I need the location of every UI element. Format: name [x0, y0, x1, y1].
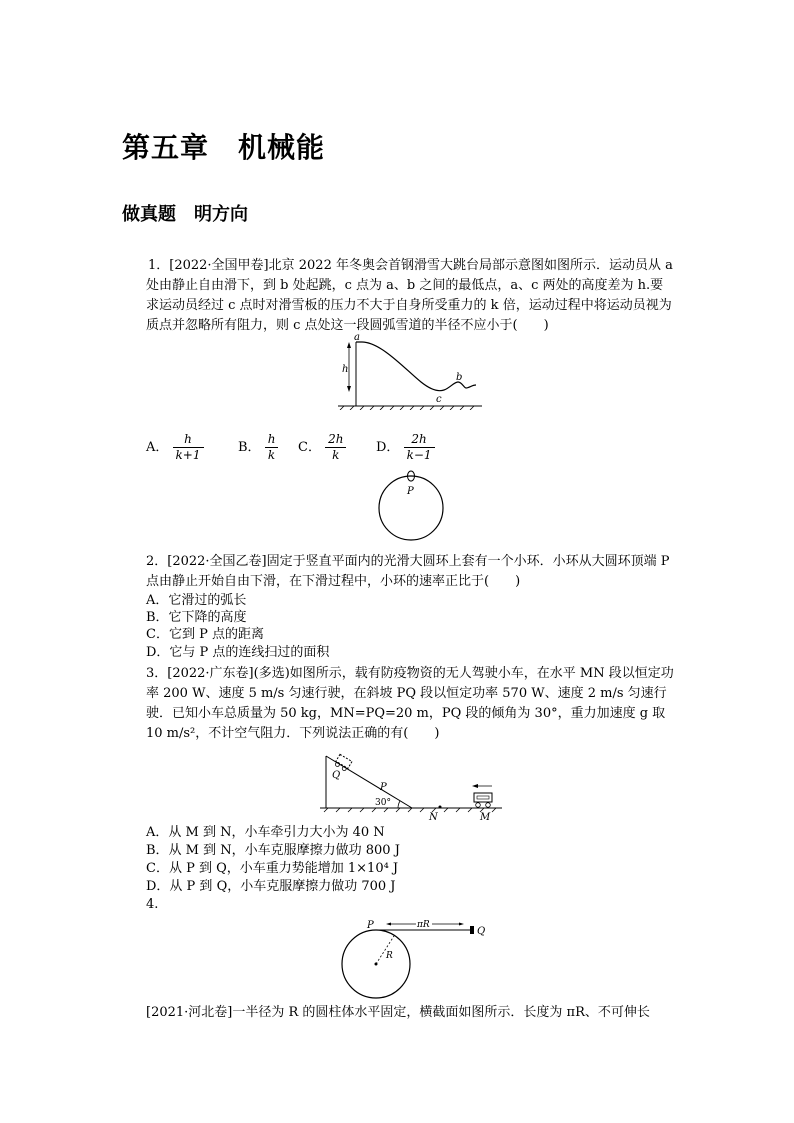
- q1-label-h: h: [342, 364, 349, 375]
- q1-option-b[interactable]: [238, 432, 278, 463]
- q3-ground-hatch: [324, 808, 496, 812]
- q3-cart-on-ground: [474, 793, 492, 807]
- section-title: 做真题 明方向: [122, 204, 248, 225]
- q1-option-c-fraction: [325, 432, 346, 463]
- q3-option-a[interactable]: A．从 M 到 N，小车牵引力大小为 40 N: [146, 825, 385, 840]
- q2-option-b[interactable]: B．它下降的高度: [146, 610, 247, 625]
- q2-option-d[interactable]: D．它与 P 点的连线扫过的面积: [146, 645, 330, 660]
- q1-option-c-label: C．: [298, 440, 321, 455]
- q1-option-a-label: A．: [146, 440, 169, 455]
- q4-label-p: P: [367, 920, 374, 931]
- q1-option-d-den: k−1: [406, 448, 432, 462]
- q1-option-a-den: k+1: [175, 448, 201, 462]
- q1-label-c: c: [436, 394, 442, 405]
- q3-point-n: [439, 806, 442, 809]
- q3-label-q: Q: [332, 770, 341, 781]
- q4-label-q: Q: [477, 926, 486, 937]
- q4-cylinder-figure: [334, 912, 494, 1004]
- q1-label-a: a: [354, 332, 360, 343]
- q1-ski-slope-figure: [336, 330, 486, 410]
- q1-option-b-label: B．: [238, 440, 261, 455]
- q1-ground-hatch: [340, 406, 474, 410]
- q3-angle-arc: [398, 801, 400, 808]
- q1-option-d-num: 2h: [404, 432, 435, 448]
- q3-option-b[interactable]: B．从 M 到 N，小车克服摩擦力做功 800 J: [146, 843, 400, 858]
- q1-option-c-num: 2h: [325, 432, 346, 448]
- q1-label-b: b: [456, 372, 463, 383]
- q1-option-d-label: D．: [376, 440, 400, 455]
- question-1-text: 1．[2022·全国甲卷]北京 2022 年冬奥会首钢滑雪大跳台局部示意图如图所示．运动员从 a 处由静止自由滑下，到 b 处起跳，c 点为 a、b 之间的最低点，a、c 两处的高度差为 h.要求运动员经过 c 点时对滑雪板的压力不大于自身所受重力的 k 倍，运动过程中将运动员视为质点并忽略所有阻力，则 c 点处这一段圆弧雪道的半径不应小于( ): [146, 258, 673, 333]
- q1-option-c[interactable]: [298, 432, 346, 463]
- q1-option-d[interactable]: [376, 432, 435, 463]
- q2-label-p: P: [407, 486, 414, 497]
- question-3-text: 3．[2022·广东卷](多选)如图所示，载有防疫物资的无人驾驶小车，在水平 MN 段以恒定功率 200 W、速度 5 m/s 匀速行驶，在斜坡 PQ 段以恒定功率 570 W、速度 2 m/s 匀速行驶．已知小车总质量为 50 kg，MN=PQ=20 m，PQ 段的倾角为 30°，重力加速度 g 取 10 m/s²，不计空气阻力．下列说法正确的有( ): [146, 666, 674, 741]
- chapter-title: 第五章 机械能: [122, 131, 326, 164]
- q3-label-angle: 30°: [375, 798, 391, 808]
- q3-label-m: M: [480, 812, 491, 822]
- q3-option-c[interactable]: C．从 P 到 Q，小车重力势能增加 1×10⁴ J: [146, 861, 399, 876]
- q1-option-b-den: k: [267, 448, 276, 462]
- q3-label-p: P: [380, 782, 387, 793]
- q2-option-a[interactable]: A．它滑过的弧长: [146, 593, 247, 608]
- q3-option-d[interactable]: D．从 P 到 Q，小车克服摩擦力做功 700 J: [146, 879, 396, 894]
- q4-label-length: πR: [417, 920, 430, 930]
- q2-option-c[interactable]: C．它到 P 点的距离: [146, 627, 264, 642]
- q1-option-c-den: k: [332, 448, 340, 462]
- q1-option-b-fraction: [265, 432, 279, 463]
- q1-option-d-fraction: [404, 432, 435, 463]
- q4-label-r: R: [386, 951, 393, 961]
- q2-ring-figure: [374, 462, 448, 544]
- q3-incline-figure: [318, 752, 504, 822]
- question-4-text: [2021·河北卷]一半径为 R 的圆柱体水平固定，横截面如图所示．长度为 πR、不可伸长: [146, 1005, 650, 1020]
- q4-rope-end: [470, 926, 474, 934]
- q1-option-a-num: h: [173, 432, 204, 448]
- q1-slope-curve: [356, 342, 476, 391]
- q1-option-a[interactable]: [146, 432, 204, 463]
- question-4-number: 4.: [146, 897, 159, 912]
- q3-label-n: N: [429, 812, 438, 822]
- q1-option-a-fraction: [173, 432, 204, 463]
- question-2-text: 2．[2022·全国乙卷]固定于竖直平面内的光滑大圆环上套有一个小环．小环从大圆环顶端 P 点由静止开始自由下滑，在下滑过程中，小环的速率正比于( ): [146, 554, 670, 589]
- q1-option-b-num: h: [265, 432, 279, 448]
- q4-center-point: [375, 963, 378, 966]
